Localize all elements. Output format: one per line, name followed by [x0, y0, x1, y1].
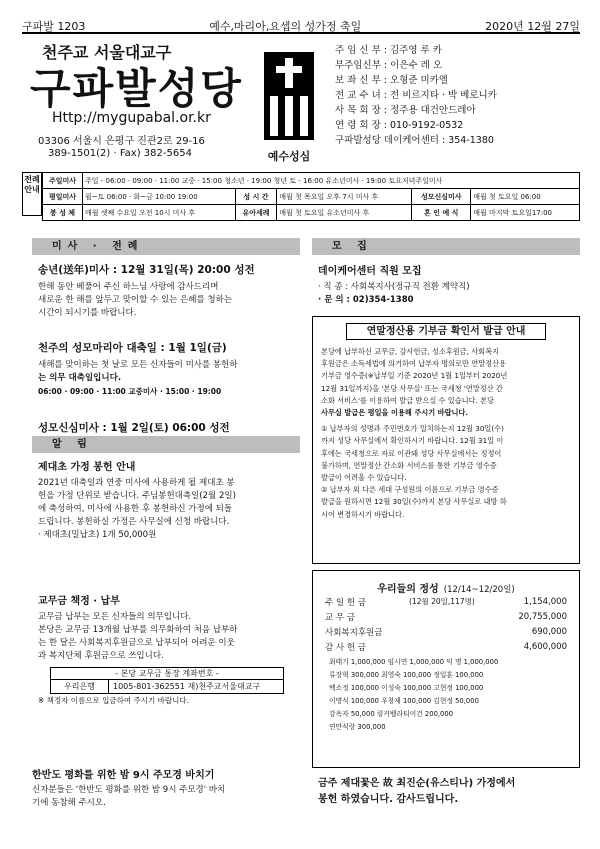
staff-item: 사 목 회 장 : 정주용 대건안드레아: [335, 105, 476, 116]
body-line: 기에 동참해 주시오.: [32, 798, 106, 808]
donor-line: 류장혁 300,000 최영숙 100,000 정일훈 100,000: [329, 671, 484, 679]
feast-title: 예수,마리아,요셉의 성가정 축일: [209, 20, 362, 33]
new-year-mass-title: 송년(送年)미사 : 12월 31일(목) 20:00 성전: [38, 264, 255, 276]
body-line: 시간이 되시기를 바랍니다.: [38, 308, 137, 318]
staff-item: 주 임 신 부 : 김주영 루 카: [335, 45, 442, 56]
issue-date: 2020년 12월 27일: [485, 20, 580, 33]
parish-url[interactable]: Http://mygupabal.or.kr: [52, 110, 211, 126]
account-note: ※ 책정자 이름으로 입금하여 주시기 바랍니다.: [38, 696, 189, 705]
offering-amount: 690,000: [531, 626, 567, 637]
offering-title: 우리들의 정성: [377, 584, 439, 595]
mary-solemnity-title: 천주의 성모마리아 대축일 : 1월 1일(금): [38, 342, 227, 354]
body-line: 교무금 납부는 모든 신자들의 의무입니다.: [38, 612, 192, 622]
body-line: 새해를 맞이하는 첫 날로 모든 신자들이 미사를 봉헌하: [38, 360, 238, 370]
altar-flower-thanks: [318, 776, 580, 808]
body-line: 과 복지단체 후원금으로 쓰입니다.: [38, 651, 164, 661]
parish-address: 03306 서울시 은평구 진관2로 29-16: [38, 136, 205, 147]
body-line: 후에는 국세청으로 자료 이관돼 성당 사무실에서는 정정이: [321, 448, 502, 458]
staff-item: 연 령 회 장 : 010-9192-0532: [335, 120, 464, 131]
body-line: 헌을 가정 단위로 받습니다. 주님봉헌대축일(2월 2일): [38, 491, 236, 501]
schedule-label: 유아세례: [235, 205, 277, 221]
staff-item: 전 교 수 녀 : 전 비르지타 · 박 베로니카: [335, 90, 497, 101]
schedule-label: 평일미사: [43, 189, 83, 205]
offering-note: (12월 20일,117명): [409, 597, 475, 606]
bank-name: 우리은행: [51, 680, 109, 693]
body-line: 발급이 어려울 수 있습니다.: [321, 473, 407, 483]
donor-line: 강옥자 50,000 링커벨라티이건 200,000: [329, 710, 454, 718]
table-row: [321, 594, 571, 609]
schedule-text: 매월 셋째 수요일 오전 10시 미사 후: [83, 205, 236, 221]
body-line: 신자분들은 '한반도 평화를 위한 밤 9시 주모경' 바치: [32, 785, 226, 795]
section-liturgy: 미사 · 전례: [32, 238, 300, 255]
thanks-line: 금주 제대꽃은 故 최진순(유스티나) 가정에서: [318, 778, 516, 789]
body-line: 본당에 납부하신 교무금, 감사헌금, 성소후원금, 사회복지: [321, 347, 499, 356]
table-row: [321, 609, 571, 624]
body-line: 2021년 대축일과 연중 미사에 사용하게 될 제대초 봉: [38, 478, 235, 488]
offering-label: 감 사 헌 금: [325, 642, 366, 653]
schedule-text: 주일 - 06:00 · 09:00 · 11:00 교중 · 15:00 청소년 · 19:00 청년 토 - 16:00 유소년미사 · 19:00 토요저녁주일미사: [83, 173, 580, 189]
body-line: 발급을 원하시면 12월 30일(수)까지 본당 사무실로 내방 하: [321, 497, 507, 507]
body-line: 소화 서비스'를 이용하여 발급 받으실 수 있습니다. 본당: [321, 395, 495, 405]
offering-label: 사회복지후원금: [325, 627, 383, 638]
job-posting-title: 데이케어센터 직원 모집: [318, 266, 422, 277]
body-line: 12월 31일까지)을 '본당 사무실' 또는 국세청 '연말정산 간: [321, 383, 503, 393]
offering-amount: 1,154,000: [523, 596, 567, 607]
schedule-label: 혼 인 예 식: [412, 205, 471, 221]
offering-note: [405, 624, 499, 639]
offering-note: [405, 639, 499, 654]
staff-item: 보 좌 신 부 : 오형준 미카엘: [335, 75, 449, 86]
schedule-side-label: 전례안내: [22, 172, 42, 216]
body-line: · 제대초(밀납초) 1개 50,000원: [38, 530, 157, 540]
peace-prayer-title: 한반도 평화를 위한 밤 9시 주모경 바치기: [32, 770, 215, 781]
page-header: [22, 18, 580, 34]
mass-times: 06:00 · 09:00 · 11:00 교중미사 · 15:00 · 19:00: [38, 387, 222, 396]
issue-number: 구파발 1203: [22, 20, 86, 33]
offering-label: 주 일 헌 금: [325, 597, 366, 608]
job-item: · 문 의 : 02)354-1380: [318, 295, 414, 305]
schedule-text: 월~토 06:00 · 화~금 10:00 19:00: [83, 189, 236, 205]
staff-list: [335, 44, 497, 149]
offering-period: (12/14~12/20일): [443, 585, 515, 595]
account-heading: - 본당 교무금 통장 계좌번호 -: [51, 668, 283, 680]
account-number: 1005-801-362551 재)천주교서울대교구: [113, 682, 261, 691]
account-box: [50, 667, 284, 694]
schedule-text: 매월 마지막 토요일17:00: [471, 205, 580, 221]
body-line: ② 납부자 외 다른 세대 구성원의 이름으로 기부금 영수증: [321, 485, 499, 495]
receipt-notice-title: 연말정산용 기부금 확인서 발급 안내: [346, 323, 546, 340]
donor-list: [321, 656, 571, 734]
diocese-label: 천주교 서울대교구: [42, 43, 172, 62]
offering-amount: 4,600,000: [523, 641, 567, 652]
body-line: 본당은 교무금 13개월 납부를 의무화하여 처음 납부하: [38, 625, 238, 635]
body-line: 에 축성하여, 미사에 사용한 후 봉헌하신 가정에 되돌: [38, 504, 233, 514]
marian-mass-title: 성모신심미사 : 1월 2일(토) 06:00 성전: [38, 422, 230, 434]
offering-amount: 20,755,000: [518, 611, 567, 622]
sacred-heart-logo-icon: [258, 48, 320, 144]
schedule-label: 성 시 간: [235, 189, 277, 205]
mass-schedule-table: [42, 172, 580, 221]
section-notices: 알 림: [32, 436, 300, 453]
body-line: 기부금 영수증(※납부일 기준 2020년 1월 1일부터 2020년: [321, 371, 508, 381]
schedule-text: 매월 첫 목요일 오후 7시 미사 후: [277, 189, 412, 205]
donor-line: 백소정 100,000 이성숙 100,000 고현정 100,000: [329, 684, 484, 692]
body-line: 는 의무 대축일입니다.: [38, 373, 122, 383]
body-line: 한해 동안 베풀어 주신 하느님 사랑에 감사드리며: [38, 282, 219, 292]
staff-item: 구파발성당 데이케어센터 : 354-1380: [335, 135, 494, 146]
body-line: 드립니다. 봉헌하실 가정은 사무실에 신청 바랍니다.: [38, 517, 230, 527]
body-line: 사무실 발급은 평일을 이용해 주시기 바랍니다.: [321, 408, 469, 418]
schedule-label: 성모신심미사: [412, 189, 471, 205]
schedule-label: 봉 성 체: [43, 205, 83, 221]
parish-name: 구파발성당: [30, 64, 243, 113]
body-line: ① 납부자의 성명과 주민번호가 일치하는지 12월 30일(수): [321, 424, 504, 434]
altar-candle-title: 제대초 가정 봉헌 안내: [38, 462, 136, 473]
body-line: 불가하며, 연말정산 간소화 서비스를 통한 기부금 영수증: [321, 460, 497, 470]
tithe-title: 교무금 책정 · 납부: [38, 596, 120, 607]
table-row: [321, 639, 571, 654]
body-line: 새로운 한 해를 앞두고 맞이할 수 있는 은혜를 청하는: [38, 295, 233, 305]
receipt-notice-box: [312, 316, 580, 564]
body-line: 는 한 달은 사회복지후원금으로 납부되어 어려운 이웃: [38, 638, 235, 648]
thanks-line: 봉헌 하였습니다. 감사드립니다.: [318, 794, 459, 805]
donor-line: 이명식 100,000 우창제 100,000 김현정 50,000: [329, 697, 479, 705]
donor-line: 최태기 1,000,000 임시연 1,000,000 익 명 1,000,000: [329, 658, 499, 666]
job-item: · 직 종 : 사회복지사(정규직 전환 계약직): [318, 282, 470, 292]
staff-item: 부주임신부 : 이은수 레 오: [335, 60, 443, 71]
schedule-text: 매월 첫 토요일 유소년미사 후: [277, 205, 412, 221]
logo-caption: 예수성심: [267, 150, 311, 163]
section-recruit: 모 집: [312, 238, 580, 255]
body-line: 시어 변경하시기 바랍니다.: [321, 509, 405, 519]
schedule-label: 주일미사: [43, 173, 83, 189]
offering-label: 교 무 금: [325, 612, 356, 623]
offering-table: [321, 594, 571, 654]
table-row: [321, 624, 571, 639]
offering-box: [312, 570, 580, 768]
schedule-text: 매월 첫 토요일 06:00: [471, 189, 580, 205]
offering-note: [405, 609, 499, 624]
parish-phone: 389-1501(2) · Fax) 382-5654: [48, 148, 192, 159]
body-line: 후원금은 소득세법에 의거하여 납부자 명의로만 연말정산용: [321, 359, 507, 369]
parish-logo: [258, 48, 320, 166]
donor-line: 연만식랑 300,000: [329, 723, 386, 731]
body-line: 까지 성당 사무실에서 확인하시기 바랍니다. 12월 31일 이: [321, 436, 504, 446]
